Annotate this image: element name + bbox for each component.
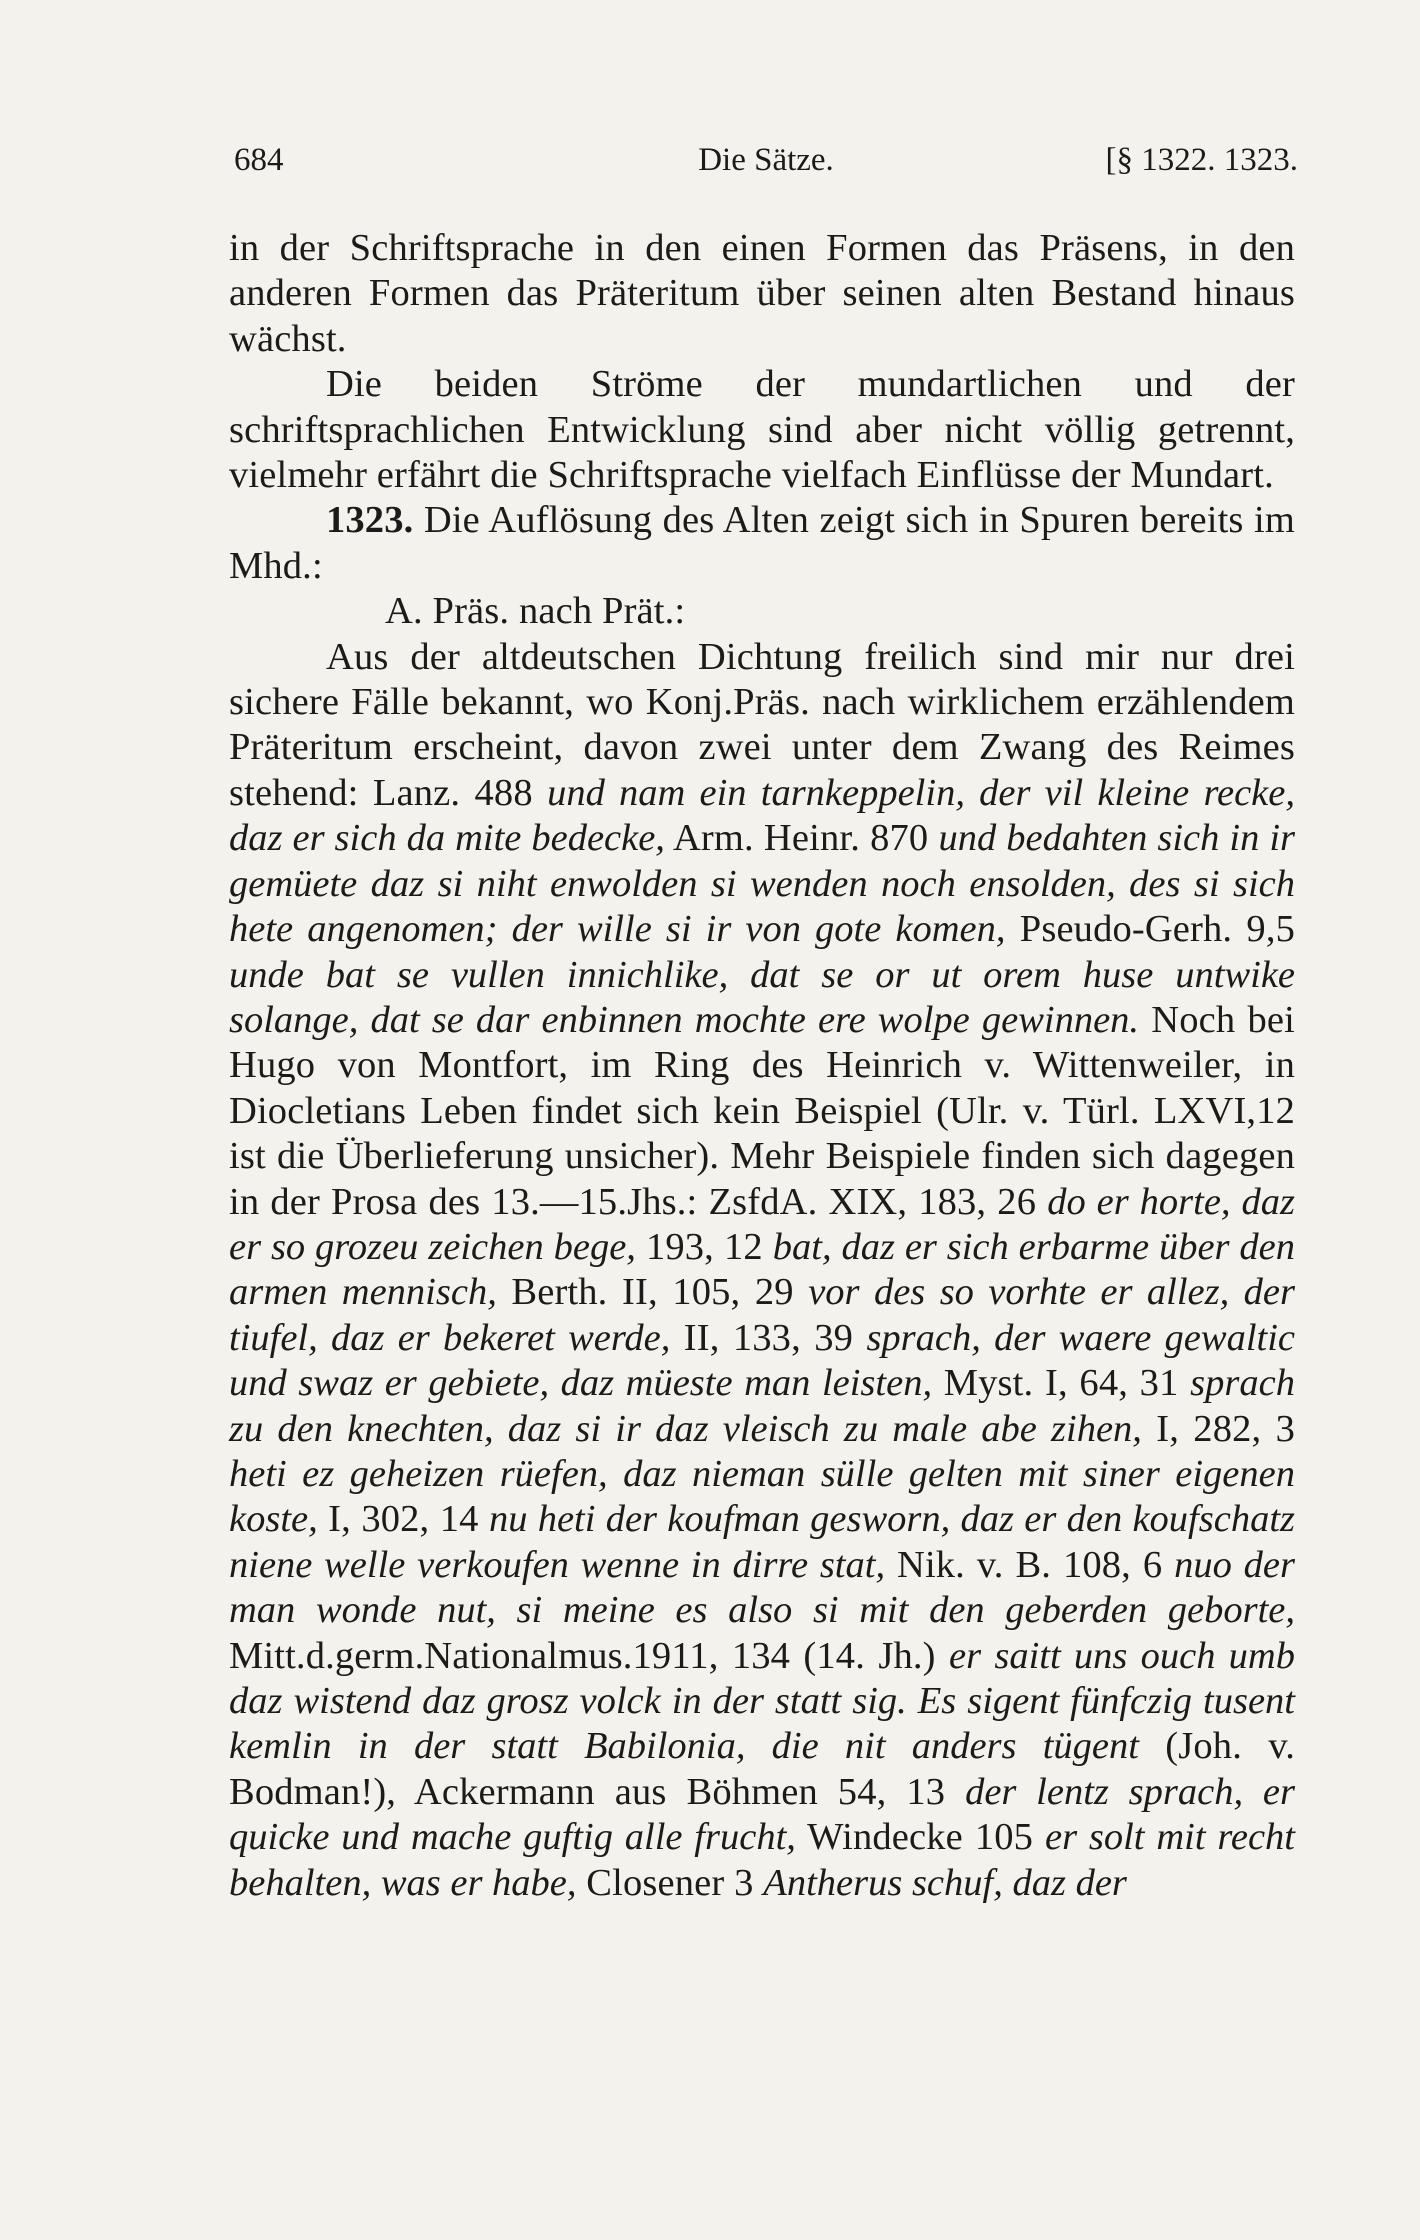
quote-run: vor des so vorhte er allez, der tiufel, daz er bekeret werde, (229, 1271, 1295, 1359)
text-run: 193, 12 (635, 1225, 773, 1268)
text-run: Windecke 105 (795, 1816, 1045, 1859)
text-run: Aus der altdeutschen Dichtung freilich sind mir nur drei sichere Fälle bekannt, wo Konj.Präs. nach wirklichem erzählendem Präteritum erscheint, davon zwei unter dem Zwang des Reimes stehend: Lanz. 488 (229, 635, 1295, 814)
quote-run: Antherus schuf, daz der (763, 1861, 1127, 1904)
text-run: Nik. v. B. 108, 6 (885, 1543, 1175, 1586)
quote-run: nuo der man wonde nut, si meine es also si mit den geberden geborte, (229, 1543, 1296, 1632)
quote-run: bat, daz er sich erbarme über den armen mennisch, (229, 1225, 1295, 1314)
section-1323-text: Die Auflösung des Alten zeigt sich in Spuren bereits im Mhd.: (229, 499, 1295, 587)
paragraph-1323 (229, 498, 1295, 589)
section-reference: [§ 1322. 1323. (1105, 142, 1298, 178)
paragraph-examples (229, 635, 1295, 1906)
text-run: Arm. Heinr. 870 (664, 817, 939, 860)
text-run: Pseudo-Gerh. 9,5 (1005, 908, 1295, 951)
page-number: 684 (234, 142, 284, 178)
quote-run: und nam ein tarnkeppelin, der vil kleine recke, daz er sich da mite bedecke, (229, 771, 1295, 860)
quote-run: sprach zu den knechten, daz si ir daz vleisch zu male abe zihen, (229, 1362, 1295, 1450)
text-run: Berth. II, 105, 29 (496, 1271, 809, 1314)
body-text (229, 226, 1295, 1906)
text-run: I, 282, 3 (1141, 1407, 1295, 1450)
quote-run: und bedahten sich in ir gemüete daz si niht enwolden si wenden noch ensolden, des si sich hete angenomen; der wille si ir von gote komen, (229, 817, 1296, 951)
paragraph-streams: Die beiden Ströme der mundartlichen und der schriftsprachlichen Entwicklung sind aber nicht völlig getrennt, vielmehr erfährt die Schriftsprache vielfach Einflüsse der Mundart. (229, 363, 1295, 497)
quote-run: er saitt uns ouch umb daz wistend daz grosz volck in der statt sig. Es sigent fünfczig tusent kemlin in der statt Babilonia, die nit anders tügent (229, 1634, 1295, 1768)
page-header (234, 142, 1298, 194)
running-title: Die Sätze. (698, 142, 834, 178)
paragraph-continued: in der Schriftsprache in den einen Formen das Präsens, in den anderen Formen das Präteritum über seinen alten Bestand hinaus wächst. (229, 227, 1295, 360)
quote-run: er solt mit recht behalten, was er habe, (229, 1816, 1295, 1904)
text-run: Mitt.d.germ.Nationalmus.1911, 134 (14. Jh.) (229, 1634, 950, 1677)
quote-run: nu heti der koufman gesworn, daz er den koufschatz niene welle verkoufen wenne in dirre stat, (229, 1498, 1295, 1586)
quote-run: unde bat se vullen innichlike, dat se or ut orem huse untwike solange, dat se dar enbinnen mochte ere wolpe gewinnen. (229, 953, 1295, 1041)
subheading-a: A. Präs. nach Prät.: (385, 590, 686, 633)
text-run: (Joh. v. Bodman!), Ackermann aus Böhmen 54, 13 (229, 1725, 1295, 1813)
text-run: I, 302, 14 (317, 1498, 489, 1541)
section-number: 1323. (326, 499, 414, 542)
quote-run: heti ez geheizen rüefen, daz nieman sülle gelten mit siner eigenen koste, (229, 1452, 1295, 1541)
text-run: Noch bei Hugo von Montfort, im Ring des Heinrich v. Wittenweiler, in Diocletians Leben findet sich kein Beispiel (Ulr. v. Türl. LXVI,12 ist die Überlieferung unsicher). Mehr Beispiele finden sich dagegen in der Prosa des 13.—15.Jhs.: ZsfdA. XIX, 183, 26 (229, 998, 1296, 1223)
text-run: Myst. I, 64, 31 (932, 1362, 1191, 1405)
text-run: II, 133, 39 (670, 1316, 867, 1359)
text-run: Closener 3 (576, 1861, 764, 1904)
quote-run: do er horte, daz er so grozeu zeichen bege, (229, 1180, 1295, 1268)
quote-run: sprach, der waere gewaltic und swaz er gebiete, daz müeste man leisten, (229, 1316, 1295, 1405)
quote-run: der lentz sprach, er quicke und mache guftig alle frucht, (229, 1770, 1295, 1859)
